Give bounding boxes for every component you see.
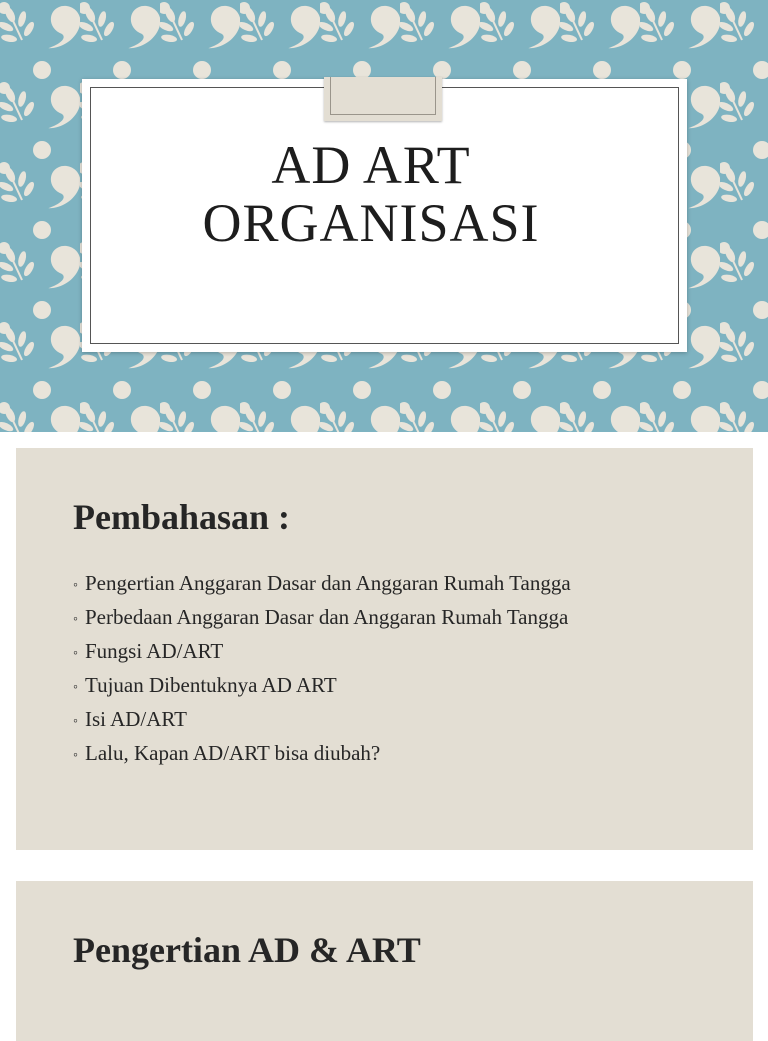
bullet-marker: ◦ <box>73 578 78 593</box>
list-item <box>73 600 571 634</box>
presentation-title <box>91 136 651 252</box>
list-item <box>73 668 571 702</box>
bullet-marker: ◦ <box>73 680 78 695</box>
title-card <box>82 79 687 352</box>
bullet-marker: ◦ <box>73 748 78 763</box>
title-slide <box>0 0 768 432</box>
title-card-border <box>90 87 679 344</box>
bullet-marker: ◦ <box>73 646 78 661</box>
list-item-text: Fungsi AD/ART <box>85 639 224 663</box>
title-line-1: AD ART <box>271 135 471 195</box>
list-item-text: Perbedaan Anggaran Dasar dan Anggaran Rumah Tangga <box>85 605 569 629</box>
bullet-marker: ◦ <box>73 714 78 729</box>
slide-heading: Pengertian AD & ART <box>73 930 421 970</box>
definition-slide <box>16 881 753 1041</box>
bullet-list <box>73 566 571 770</box>
list-item-text: Tujuan Dibentuknya AD ART <box>85 673 337 697</box>
list-item <box>73 702 571 736</box>
slide-heading: Pembahasan : <box>73 497 291 537</box>
agenda-slide <box>16 448 753 850</box>
title-line-2: ORGANISASI <box>202 193 540 253</box>
title-card-tab <box>324 77 442 121</box>
list-item <box>73 566 571 600</box>
bullet-marker: ◦ <box>73 612 78 627</box>
list-item-text: Pengertian Anggaran Dasar dan Anggaran Rumah Tangga <box>85 571 571 595</box>
list-item <box>73 736 571 770</box>
list-item <box>73 634 571 668</box>
list-item-text: Lalu, Kapan AD/ART bisa diubah? <box>85 741 381 765</box>
title-card-tab-border <box>330 77 436 115</box>
list-item-text: Isi AD/ART <box>85 707 187 731</box>
